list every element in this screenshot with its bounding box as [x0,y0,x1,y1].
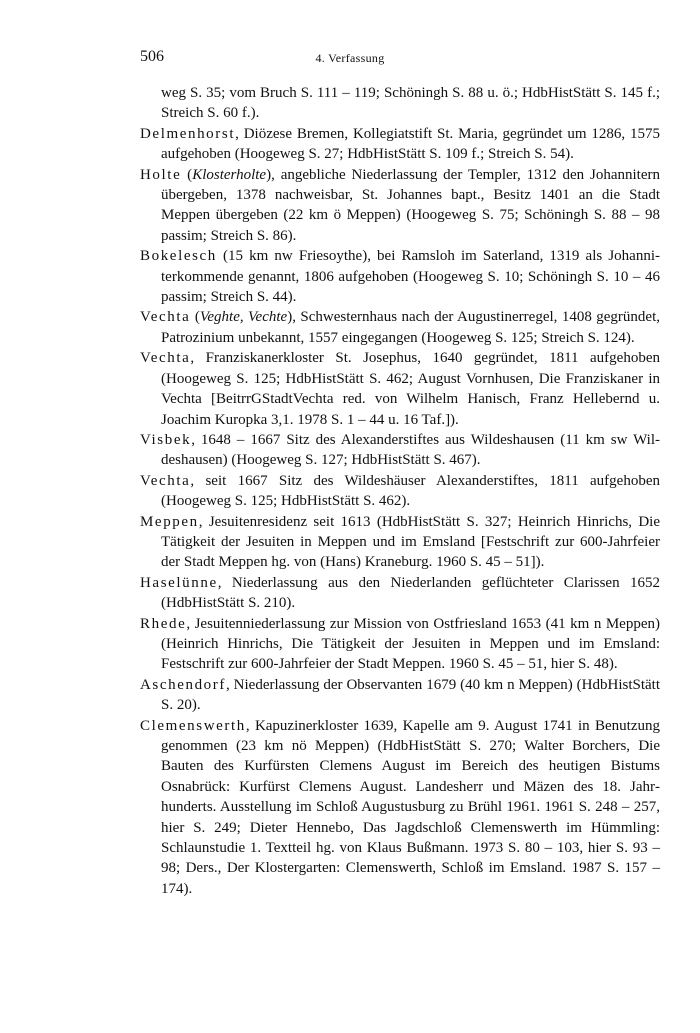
entry-text: , Niederlassung der Observanten 1679 (40 km n Meppen) (HdbHistStätt S. 20). [161,676,660,714]
entry-text: ( [181,166,193,183]
place-name: Vechta [140,309,191,326]
place-name: Vechta [140,350,191,367]
place-entry [140,675,660,716]
entry-list [140,83,660,899]
place-entry [140,614,660,675]
place-name: Rhede [140,615,187,632]
place-name: Meppen [140,513,199,530]
place-entry [140,573,660,614]
entry-text: , Jesuitenniederlassung zur Mission von Ostfriesland 1653 (41 km n Meppen) (Heinrich Hinrichs, Die Tätigkeit der Jesuiten in Meppen und im Emsland: Festschrift zur 600-Jahrfeier der Stadt Meppen. 1960 S. 45 – 51, hier S. 48). [161,615,660,673]
place-name: Haselünne [140,574,218,591]
place-name: Visbek [140,431,192,448]
place-entry [140,471,660,512]
entry-text: , seit 1667 Sitz des Wildeshäuser Alexanderstiftes, 1811 aufgehoben (Hoogeweg S. 125; HdbHistStätt S. 462). [161,472,660,510]
place-name: Delmenhorst [140,125,236,142]
place-entry [140,512,660,573]
place-entry [140,83,660,124]
place-name: Clemenswerth [140,717,246,734]
place-entry [140,246,660,307]
place-entry [140,124,660,165]
entry-text: , Diözese Bremen, Kollegiatstift St. Maria, gegründet um 1286, 1575 aufgehoben (Hoogeweg S. 27; HdbHistStätt S. 109 f.; Streich S. 54). [161,125,660,163]
entry-text: , Niederlassung aus den Niederlanden geflüchteter Clarissen 1652 (HdbHistStätt S. 210). [161,574,660,612]
entry-text: (15 km nw Friesoythe), bei Ramsloh im Saterland, 1319 als Johanniterkommende genannt, 1806 aufgehoben (Hoogeweg S. 10; Schöningh S. 10 – 46 passim; Streich S. 44). [161,248,660,306]
place-entry [140,165,660,247]
place-entry [140,430,660,471]
alternate-name: Klosterholte [192,166,267,183]
running-head: 4. Verfassung [315,51,385,65]
entry-text: ), Schwesternhaus nach der Augustinerregel, 1408 gegründet, Patrozinium unbekannt, 1557 eingegangen (Hoogeweg S. 125; Streich S. 124). [161,309,661,346]
entry-text: ), angebliche Niederlassung der Templer, 1312 den Johannitern übergeben, 1378 nachweisbar, St. Johannes bapt., Besitz 1401 an die Stadt Meppen übergeben (22 km ö Meppen) (Hoogeweg S. 75; Schöningh S. 88 – 98 passim; Streich S. 86). [161,166,660,244]
entry-text: , 1648 – 1667 Sitz des Alexanderstiftes aus Wildeshausen (11 km sw Wildeshausen) (Hoogeweg S. 127; HdbHistStätt S. 467). [161,431,660,469]
alternate-name: Veghte, Vechte [199,309,288,326]
entry-text: , Jesuitenresidenz seit 1613 (HdbHistStätt S. 327; Heinrich Hinrichs, Die Tätigkeit der Jesuiten in Meppen und im Emsland [Festschrift zur 600-Jahrfeier der Stadt Meppen hg. von (Hans) Kraneburg. 1960 S. 45 – 51]). [161,513,660,571]
entry-text: ( [190,309,200,326]
entry-text: , Franziskanerkloster St. Josephus, 1640 gegründet, 1811 aufgehoben (Hoogeweg S. 125; HdbHistStätt S. 462; August Vornhusen, Die Franziskaner in Vechta [BeitrrGStadtVechta red. von Wilhelm Hanisch, Franz Hellebernd u. Joachim Kuropka 3,1. 1978 S. 1 – 44 u. 16 Taf.]). [161,350,660,428]
page-header [140,48,560,68]
page-number: 506 [140,48,164,65]
place-entry [140,348,660,430]
place-name: Bokelesch [140,248,217,265]
place-entry [140,716,660,900]
place-name: Holte [140,166,182,183]
place-entry [140,307,660,348]
entry-text: , Kapuzinerkloster 1639, Kapelle am 9. August 1741 in Benutzung genommen (23 km nö Meppen) (HdbHistStätt S. 270; Walter Borchers, Die Bauten des Kurfürsten Clemens August im Bereich des heutigen Bistums Osnabrück: Kurfürst Clemens August. Landesherr und Mäzen des 18. Jahrhunderts. Ausstellung im Schloß Augustusburg zu Brühl 1961. 1961 S. 248 – 257, hier S. 249; Dieter Hennebo, Das Jagdschloß Clemenswerth im Hümmling: Schlaunstudie 1. Textteil hg. von Klaus Bußmann. 1973 S. 80 – 103, hier S. 93 – 98; Ders., Der Klostergarten: Clemenswerth, Schloß im Emsland. 1987 S. 157 – 174). [161,717,660,897]
place-name: Aschendorf [140,676,226,693]
place-name: Vechta [140,472,191,489]
entry-text: weg S. 35; vom Bruch S. 111 – 119; Schöningh S. 88 u. ö.; HdbHistStätt S. 145 f.; Streich S. 60 f.). [161,85,660,122]
